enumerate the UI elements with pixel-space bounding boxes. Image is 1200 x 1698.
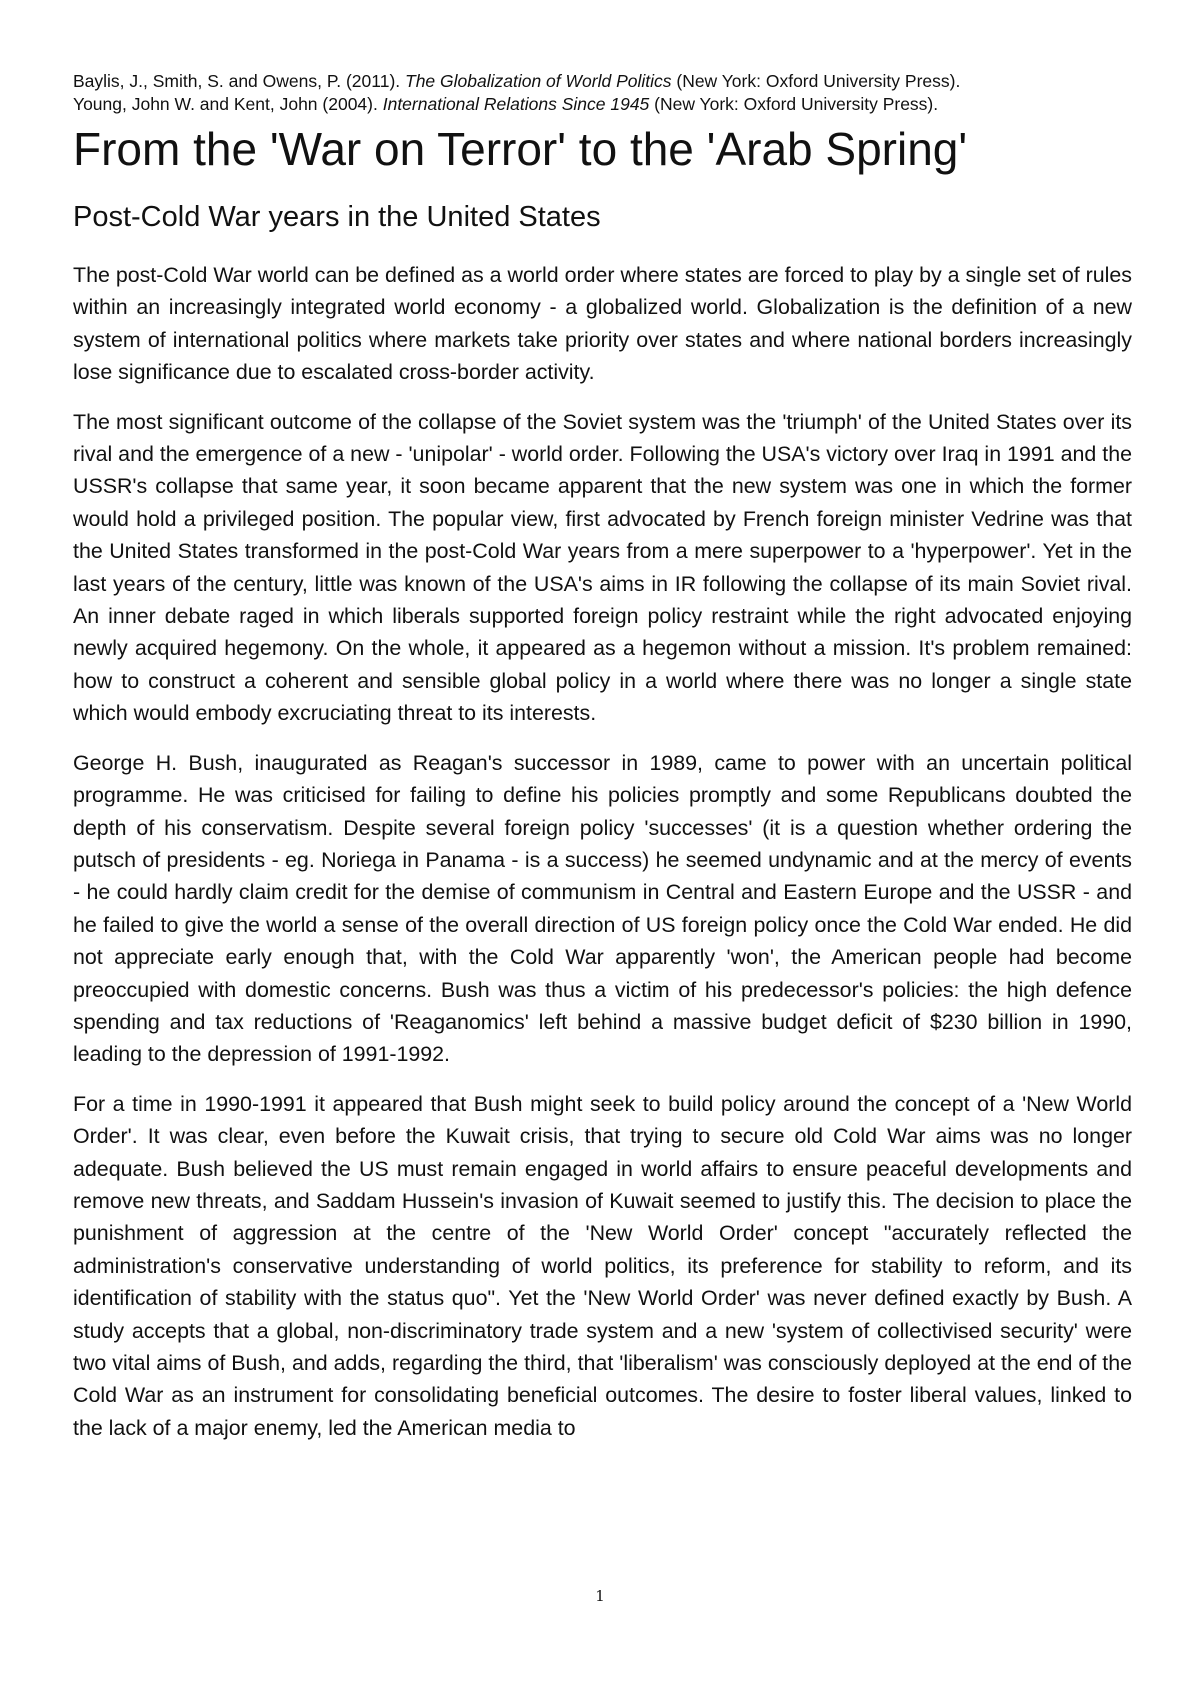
reference-book-title: The Globalization of World Politics — [405, 71, 672, 91]
reference-entry: Young, John W. and Kent, John (2004). International Relations Since 1945 (New York: Oxford University Press). — [73, 94, 939, 114]
reference-list — [73, 70, 1132, 116]
body-paragraph: The most significant outcome of the collapse of the Soviet system was the 'triumph' of the United States over its rival and the emergence of a new - 'unipolar' - world order. Following the USA's victory over Iraq in 1991 and the USSR's collapse that same year, it soon became apparent that the new system was one in which the former would hold a privileged position. The popular view, first advocated by French foreign minister Vedrine was that the United States transformed in the post-Cold War years from a mere superpower to a 'hyperpower'. Yet in the last years of the century, little was known of the USA's aims in IR following the collapse of its main Soviet rival. An inner debate raged in which liberals supported foreign policy restraint while the right advocated enjoying newly acquired hegemony. On the whole, it appeared as a hegemon without a mission. It's problem remained: how to construct a coherent and sensible global policy in a world where there was no longer a single state which would embody excruciating threat to its interests. — [73, 409, 1132, 726]
document-title: From the 'War on Terror' to the 'Arab Spring' — [73, 123, 968, 175]
reference-book-title: International Relations Since 1945 — [382, 94, 650, 114]
section-heading: Post-Cold War years in the United States — [73, 201, 601, 233]
body-paragraph: George H. Bush, inaugurated as Reagan's successor in 1989, came to power with an uncertain political programme. He was criticised for failing to define his policies promptly and some Republicans doubted the depth of his conservatism. Despite several foreign policy 'successes' (it is a question whether ordering the putsch of presidents - eg. Noriega in Panama - is a success) he seemed undynamic and at the mercy of events - he could hardly claim credit for the demise of communism in Central and Eastern Europe and the USSR - and he failed to give the world a sense of the overall direction of US foreign policy once the Cold War ended. He did not appreciate early enough that, with the Cold War apparently 'won', the American people had become preoccupied with domestic concerns. Bush was thus a victim of his predecessor's policies: the high defence spending and tax reductions of 'Reaganomics' left behind a massive budget deficit of $230 billion in 1990, leading to the depression of 1991-1992. — [73, 750, 1132, 1067]
body-paragraph: For a time in 1990-1991 it appeared that Bush might seek to build policy around the concept of a 'New World Order'. It was clear, even before the Kuwait crisis, that trying to secure old Cold War aims was no longer adequate. Bush believed the US must remain engaged in world affairs to ensure peaceful developments and remove new threats, and Saddam Hussein's invasion of Kuwait seemed to justify this. The decision to place the punishment of aggression at the centre of the 'New World Order' concept "accurately reflected the administration's conservative understanding of world politics, its preference for stability to reform, and its identification of stability with the status quo". Yet the 'New World Order' was never defined exactly by Bush. A study accepts that a global, non-discriminatory trade system and a new 'system of collectivised security' were two vital aims of Bush, and adds, regarding the third, that 'liberalism' was consciously deployed at the end of the Cold War as an instrument for consolidating beneficial outcomes. The desire to foster liberal values, linked to the lack of a major enemy, led the American media to — [73, 1091, 1132, 1440]
document-page — [73, 70, 1132, 1444]
body-paragraph: The post-Cold War world can be defined as a world order where states are forced to play by a single set of rules within an increasingly integrated world economy - a globalized world. Globalization is the definition of a new system of international politics where markets take priority over states and where national borders increasingly lose significance due to escalated cross-border activity. — [73, 263, 1132, 385]
page-number: 1 — [595, 1587, 605, 1605]
reference-entry: Baylis, J., Smith, S. and Owens, P. (2011). The Globalization of World Politics (New York: Oxford University Press). — [73, 71, 961, 91]
